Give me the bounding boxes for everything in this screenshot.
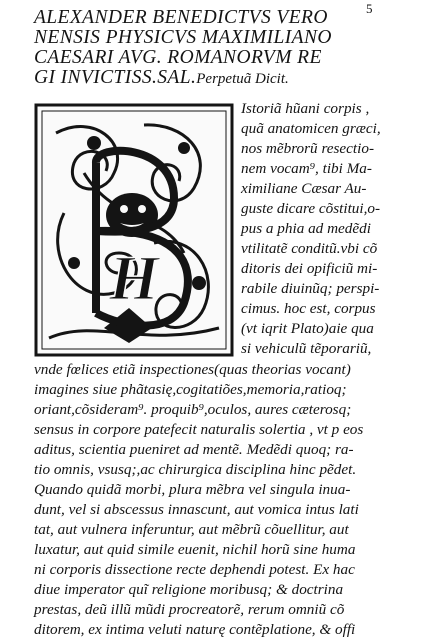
text-line: Quando quidã morbi, plura mẽbra vel singula inua-	[34, 481, 351, 498]
text-line: rabile diuinũq; perspi-	[241, 280, 380, 297]
text-line: aditus, scientia pueniret ad mentẽ. Medẽdi quoq; ra-	[34, 441, 354, 458]
text-line: vtilitatẽ conditũ.vbi cõ	[241, 240, 378, 257]
text-line: guste dicare cõstitui,o-	[241, 200, 381, 217]
text-line: prestas, deũ illũ mũdi procreatorẽ, rerum omniũ cõ	[34, 601, 345, 618]
text-line: diue imperator quĩ religione moribusq; & doctrina	[34, 581, 344, 598]
text-line: Istoriã hũani corpis ,	[241, 100, 370, 117]
heading-line-1: ALEXANDER BENEDICTVS VERO	[34, 7, 328, 28]
heading-line-4-salutation: Perpetuã Dicit.	[196, 71, 289, 87]
text-line: si vehiculũ tẽporariũ,	[241, 340, 372, 357]
text-line: luxatur, aut quid simile euenit, nichil horũ sine huma	[34, 541, 356, 558]
text-line: tat, aut vulnera inferuntur, aut mẽbrũ cõuellitur, aut	[34, 521, 349, 538]
text-line: nos mẽbrorũ resectio-	[241, 140, 375, 157]
text-line: sensus in corpore patefecit naturalis solertia , vt p eos	[34, 421, 364, 438]
text-line: ditoris dei opificiũ mi-	[241, 260, 378, 277]
text-line: nem vocam⁹, tibi Ma-	[241, 160, 372, 177]
text-line: pus a phia ad medẽdi	[241, 220, 371, 237]
text-line: dunt, vel si abscessus innascunt, aut vomica intus lati	[34, 501, 359, 518]
text-line: ni corporis dissectione recte dephendi potest. Ex hac	[34, 561, 355, 578]
heading-line-2: NENSIS PHYSICVS MAXIMILIANO	[34, 27, 332, 48]
text-line: ditorem, ex intima veluti naturę contẽplatione, & offi	[34, 621, 356, 638]
heading-line-3: CAESARI AVG. ROMANORVM RE	[34, 47, 322, 68]
heading-line-4-caps: GI INVICTISS.SAL.	[34, 67, 197, 88]
text-line: imagines siue phãtasię,cogitatiões,memoria,ratioq;	[34, 381, 347, 398]
decorated-initial-h-woodcut	[34, 103, 234, 357]
text-line: cimus. hoc est, corpus	[241, 300, 376, 317]
heading-line-4	[34, 68, 420, 89]
text-line: oriant,cõsideram⁹. proquib⁹,oculos, aures cæterosq;	[34, 401, 352, 418]
text-line: quã anatomicen græci,	[241, 120, 381, 137]
text-line: (vt iqrit Plato)aie qua	[241, 320, 374, 337]
text-line: ximiliane Cæsar Au-	[241, 180, 367, 197]
text-line: vnde fœlices etiã inspectiones(quas theorias vocant)	[34, 361, 351, 378]
text-line: tio omnis, vsusq;,ac chirurgica disciplina hinc pẽdet.	[34, 461, 357, 478]
dedication-heading	[34, 8, 420, 89]
initial-letter-text: H	[109, 242, 159, 313]
page-number: 5	[366, 1, 373, 16]
